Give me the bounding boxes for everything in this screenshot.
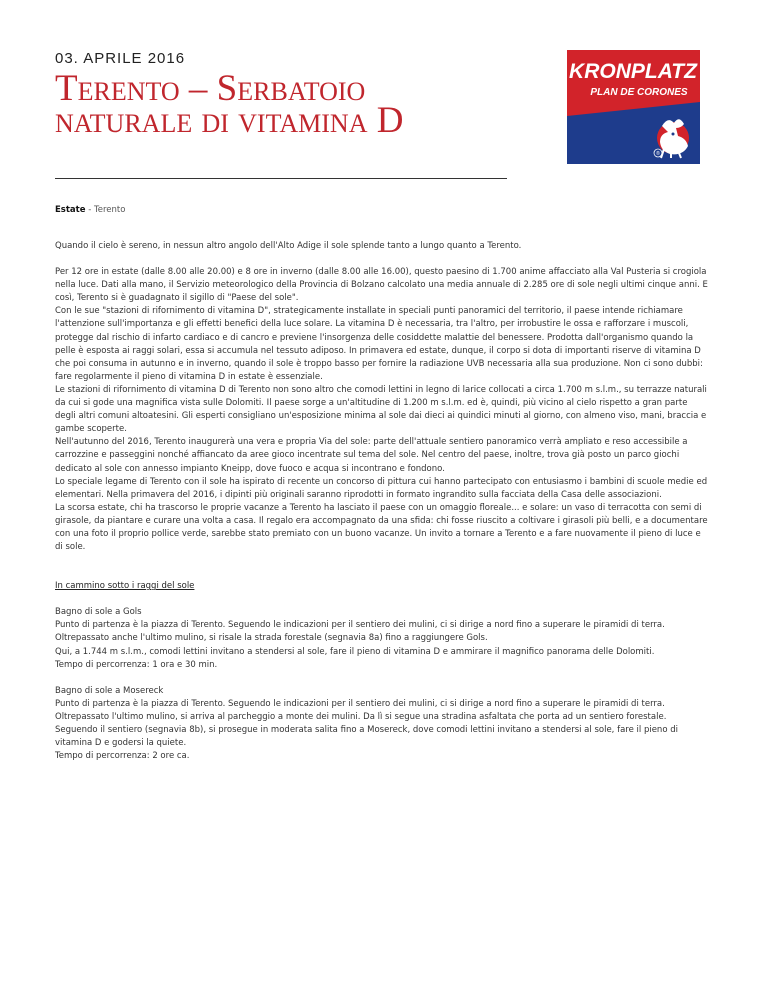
paragraph-5: Lo speciale legame di Terento con il sole ha ispirato di recente un concorso di pittura cui hanno partecipato con entusiasmo i bambini di scuole medie ed elementari. Nella primavera del 2016, i dipinti più originali saranno riprodotti in formato ingrandito sulla facciata della Casa delle associazioni. — [55, 476, 708, 500]
category-line — [55, 205, 125, 215]
category-label[interactable]: Estate — [55, 205, 86, 215]
article-title: Terento – Serbatoio naturale di vitamina D — [55, 68, 404, 141]
route-1-time: Tempo di percorrenza: 1 ora e 30 min. — [55, 659, 218, 670]
route-2-time: Tempo di percorrenza: 2 ore ca. — [55, 751, 190, 762]
svg-text:®: ® — [656, 151, 660, 157]
paragraph-3: Le stazioni di rifornimento di vitamina D di Terento non sono altro che comodi lettini in legno di larice collocati a circa 1.700 m s.l.m., su terrazze naturali da cui si gode una magnifica vista sulle Dolomiti. Il paese sorge a un'altitudine di 1.200 m s.l.m. ed è, quindi, più vicino al cielo rispetto a gran parte degli altri comuni altoatesini. Gli esperti consigliano un'esposizione minima al sole dai dieci ai quindici minuti al giorno, con almeno viso, mani, braccia e gambe scoperte. — [55, 384, 707, 435]
intro-paragraph: Quando il cielo è sereno, in nessun altro angolo dell'Alto Adige il sole splende tanto a lungo quanto a Terento. — [55, 241, 522, 251]
route-1-line: Punto di partenza è la piazza di Terento. Seguendo le indicazioni per il sentiero dei mulini, ci si dirige a nord fino a superare le piramidi di terra. — [55, 620, 665, 631]
kronplatz-logo[interactable] — [567, 50, 700, 164]
svg-text:PLAN DE CORONES: PLAN DE CORONES — [590, 87, 688, 98]
svg-text:KRONPLATZ: KRONPLATZ — [569, 60, 697, 83]
route-2-line: Oltrepassato l'ultimo mulino, si arriva al parcheggio a monte dei mulini. Da lì si segue una stradina asfaltata che porta ad un sentiero forestale. — [55, 711, 667, 722]
route-2-title: Bagno di sole a Mosereck — [55, 685, 164, 696]
route-1-title: Bagno di sole a Gols — [55, 607, 142, 618]
article-date: 03. APRILE 2016 — [55, 50, 186, 67]
title-divider — [55, 178, 507, 179]
paragraph-1: Per 12 ore in estate (dalle 8.00 alle 20.00) e 8 ore in inverno (dalle 8.00 alle 16.00), questo paesino di 1.700 anime affacciato alla Val Pusteria si crogiola nella luce. Dati alla mano, il Servizio meteorologico della Provincia di Bolzano calcolato una media annuale di 2.285 ore di sole negli ultimi cinque anni. E così, Terento si è guadagnato il sigillo di "Paese del sole". — [55, 267, 708, 304]
paragraph-4: Nell'autunno del 2016, Terento inaugurerà una vera e propria Via del sole: parte dell'attuale sentiero panoramico verrà ampliato e reso accessibile a carrozzine e passeggini nonché affiancato da aree gioco incentrate sul tema del sole. Nel centro del paese, inoltre, trova già posto un parco giochi dedicato al sole con annesso impianto Kneipp, dove fuoco e acqua si incontrano e fondono. — [55, 437, 688, 474]
section-heading: In cammino sotto i raggi del sole — [55, 581, 195, 592]
paragraph-6: La scorsa estate, chi ha trascorso le proprie vacanze a Terento ha lasciato il paese con un omaggio floreale... e solare: un vaso di terracotta con semi di girasole, da piantare e curare una volta a casa. Il regalo era accompagnato da una sfida: chi fosse riuscito a coltivare i girasoli più belli, e a documentare con una foto il proprio pollice verde, sarebbe stato premiato con un buono vacanze. Un invito a tornare a Terento e a fare nuovamente il pieno di luce e di sole. — [55, 502, 708, 553]
article-body — [55, 240, 710, 763]
route-1-line: Oltrepassato anche l'ultimo mulino, si risale la strada forestale (segnavia 8a) fino a raggiungere Gols. — [55, 633, 488, 644]
route-2-line: Punto di partenza è la piazza di Terento. Seguendo le indicazioni per il sentiero dei mulini, ci si dirige a nord fino a superare le piramidi di terra. — [55, 698, 665, 709]
kronplatz-logo-graphic — [567, 50, 700, 164]
route-2-line: Seguendo il sentiero (segnavia 8b), si prosegue in moderata salita fino a Mosereck, dove comodi lettini invitano a stendersi al sole, fare il pieno di vitamina D e godersi la quiete. — [55, 725, 678, 749]
category-place[interactable]: Terento — [93, 205, 126, 215]
category-separator: - — [85, 205, 94, 215]
paragraph-2: Con le sue "stazioni di rifornimento di vitamina D", strategicamente installate in speciali punti panoramici del territorio, il paese intende richiamare l'attenzione sull'importanza e gli effetti benefici della luce solare. La vitamina D è necessaria, tra l'altro, per irrobustire le ossa e rafforzare i muscoli, protegge dal rischio di infarto cardiaco e di cancro e previene l'insorgenza delle cosiddette malattie del benessere. Prodotta dall'organismo quando la pelle è esposta ai raggi solari, essa si accumula nel tessuto adiposo. In primavera ed estate, dunque, il corpo si dota di importanti riserve di vitamina D che poi consuma in autunno e in inverno, quando il sole è troppo basso per fornire la radiazione UVB necessaria alla sua produzione. Non ci sono dubbi: fare regolarmente il pieno di vitamina D in estate è essenziale. — [55, 306, 703, 382]
route-1-line: Qui, a 1.744 m s.l.m., comodi lettini invitano a stendersi al sole, fare il pieno di vitamina D e ammirare il magnifico panorama delle Dolomiti. — [55, 646, 655, 657]
